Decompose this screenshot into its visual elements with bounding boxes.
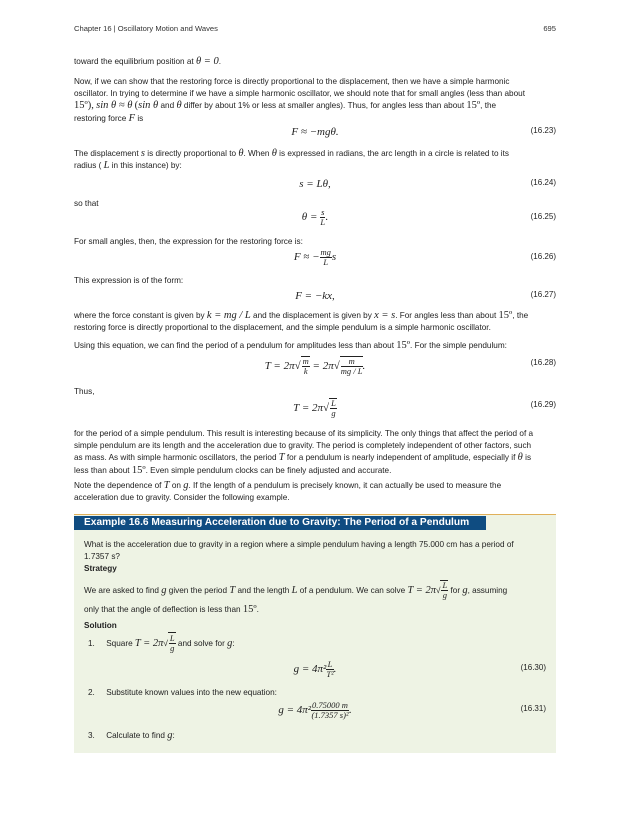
text: and [160,101,175,111]
equation-16-29 [74,398,556,424]
paragraph [74,428,556,477]
equation-16-25 [74,208,556,230]
list-item [88,688,277,697]
eq-part: θ = [301,211,318,224]
text: Thus, [74,387,95,396]
list-item: 1. Square T = 2π√ $\frac{L}{g}$ and solve for g: [88,633,235,654]
paragraph [74,236,556,248]
paragraph [74,480,556,504]
equation-expression: F = −kx, [295,290,335,302]
text: and the displacement is given by [253,311,372,320]
equation-number: (16.23) [530,126,556,135]
math: 15º [498,310,513,321]
numerator: L [442,580,448,591]
math: θ [271,148,277,159]
eq-part: . [362,360,366,373]
equation-expression: F ≈ −mgθ. [291,126,339,138]
fraction [311,701,349,720]
text: for the period of a simple pendulum. This result is interesting because of its simplicity. The only things that affect the period of a [74,429,534,438]
math: g [462,585,468,596]
text: . For the simple pendulum: [410,341,507,350]
math: L [103,160,110,172]
text: is [137,113,144,123]
equation-number: (16.27) [530,290,556,299]
denominator: g [331,408,336,418]
eq-part: . [348,704,352,717]
sqrt [301,356,310,376]
math: T = 2π [407,585,436,596]
math: θ [517,452,523,464]
numerator: L [169,633,175,644]
text: : [172,731,175,740]
numerator: mg [320,247,331,257]
equation-expression: T = 2π√ $\frac{L}{g}$ [293,398,336,418]
math: θ [238,148,244,159]
equation-expression [74,248,556,267]
text: toward the equilibrium position at [74,57,194,66]
math: T [229,585,236,596]
equation-number: (16.31) [520,704,546,713]
text: given the period [168,586,228,595]
text: on [171,481,181,490]
eq-part: T = 2π [264,360,295,373]
fraction [441,581,448,600]
text: The displacement [74,149,139,158]
text: only that the angle of deflection is less than [84,605,241,615]
math: s [140,148,145,159]
text: . If the length of a pendulum is precisely known, it can actually be used to measure the [188,481,502,490]
text: of a pendulum. We can solve [299,586,406,595]
text: so that [74,199,99,208]
denominator: (1.7357 s)² [311,710,349,720]
list-number: 1. [88,639,95,648]
paragraph [74,56,556,68]
sqrt [168,632,176,655]
text: for a pendulum is nearly independent of amplitude, especially if [286,453,516,463]
equation-expression: s = Lθ, [299,178,331,190]
solution-heading: Solution [84,621,117,630]
equation-16-31 [84,701,546,727]
text: Using this equation, we can find the period of a pendulum for amplitudes less than about [74,341,394,350]
text: What is the acceleration due to gravity in a region where a simple pendulum having a length 75.000 cm has a period of [84,540,514,549]
text: : [232,639,235,648]
numerator: m [341,357,363,367]
list-item [88,730,175,741]
text: less than about [74,465,130,475]
text: differ by about 1% or less at smaller angles). Thus, for angles less than about [183,101,465,111]
denominator: g [442,590,447,601]
chapter-header: Chapter 16 | Oscillatory Motion and Waves [74,24,218,33]
equation-expression [74,208,556,227]
paragraph [74,310,556,334]
fraction [341,357,363,376]
equation-expression [84,701,546,720]
text: restoring force is directly proportional to the displacement, and the simple pendulum is a simple harmonic oscillator. [74,323,491,333]
text: Note the dependence of [74,481,162,490]
text: . For angles less than about [395,311,497,320]
eq-part: F ≈ − [293,251,320,264]
paragraph [74,340,556,352]
eq-part: = 2π [312,360,334,373]
text: . [218,57,222,66]
math: T [163,480,170,491]
math: L [291,585,298,596]
equation-number: (16.29) [530,400,556,409]
numerator: L [327,659,333,669]
page-number: 695 [543,24,556,33]
numerator: m [302,356,309,366]
sqrt [329,398,337,418]
text: for [450,586,461,595]
equation-number: (16.26) [530,252,556,261]
math: θ [176,100,182,112]
equation-number: (16.30) [520,663,546,672]
eq-part: T = 2π [293,402,324,415]
text: restoring force [74,113,127,123]
math: ( [134,100,139,112]
equation-16-30 [84,660,546,686]
denominator: g [170,643,175,654]
math: 15º [242,604,257,616]
equation-number: (16.28) [530,358,556,367]
sqrt [340,356,363,376]
denominator: L [323,257,329,267]
text: simple pendulum are its length and the acceleration due to gravity. The period is completely independent of other factors, such [74,441,532,451]
text: This expression is of the form: [74,276,184,285]
denominator: mg / L [340,366,363,376]
math: T [278,452,285,464]
math: sin θ ≈ θ [96,100,133,112]
math: T = 2π [134,638,164,649]
math: sin θ [138,100,159,112]
numerator: L [331,398,336,408]
fraction [169,634,176,653]
text: 1.7357 s? [84,552,120,562]
text: For small angles, then, the expression for the restoring force is: [74,237,303,246]
example-title: Example 16.6 Measuring Acceleration due to Gravity: The Period of a Pendulum [74,516,486,530]
text: Calculate to find [106,731,165,740]
text: in this instance) by: [111,161,182,171]
text: and solve for [177,639,225,648]
equation-16-24 [74,178,556,200]
equation-expression: T = 2π√ $\frac{m}{k}$ = 2π√ $\frac{m}{mg / L}$ . [264,356,366,376]
list-number: 2. [88,688,95,697]
math: g [161,585,167,596]
denominator: L [320,217,326,227]
sqrt [440,580,448,600]
equation-number: (16.24) [530,178,556,187]
equation-16-23 [74,126,556,148]
denominator: T² [326,669,334,679]
equation-number: (16.25) [530,212,556,221]
math: F [128,112,136,124]
eq-part: s [331,251,337,264]
text: acceleration due to gravity. Consider the following example. [74,493,290,503]
paragraph [74,76,556,125]
text: , the [512,311,529,320]
text: . When [243,149,270,158]
text: oscillator. In trying to determine if we have a simple harmonic oscillator, we should note that for small angles (less than about [74,89,525,99]
math: 15º [466,100,481,112]
fraction [330,399,337,418]
text: is expressed in radians, the arc length in a circle is related to its [279,149,509,158]
text: Square [106,639,133,648]
fraction [320,248,332,267]
numerator: s [321,207,325,217]
text: where the force constant is given by [74,311,205,320]
equation-expression [84,660,546,679]
paragraph [74,148,556,172]
text: Substitute known values into the new equation: [106,688,277,697]
numerator: 0.75000 m [312,700,348,710]
list-number: 3. [88,731,95,740]
paragraph [74,275,556,287]
text: is directly proportional to [147,149,237,158]
math: 15º), [74,100,94,112]
text: is [525,453,532,463]
denominator: k [303,366,308,376]
fraction [326,660,333,679]
strategy-heading: Strategy [84,564,117,573]
text: , assuming [467,586,508,595]
equation-16-27 [74,290,556,312]
text: . Even simple pendulum clocks can be finely adjusted and accurate. [145,465,392,475]
text: radius ( [74,161,102,171]
math: g [183,480,189,491]
fraction [302,357,310,376]
eq-part: g = 4π² [293,663,327,676]
paragraph [74,386,556,398]
math: x = s [374,310,396,321]
eq-part: . [325,211,329,224]
math: 15º [131,464,146,476]
text: . [256,605,259,615]
eq-part: . [333,663,337,676]
example-question [84,539,546,563]
text: Now, if we can show that the restoring force is directly proportional to the displacement, then we have a simple harmonic [74,77,510,86]
math: g [167,730,173,741]
text: as mass. As with simple harmonic oscillators, the period [74,453,277,463]
math: g [227,638,233,649]
math: k = mg / L [206,310,251,321]
text: and the length [237,586,290,595]
strategy-text: We are asked to find g given the period T and the length L of a pendulum. We can solve T = 2π√ $\frac{L}{g}$ for g, assuming only that the angle of deflection is less than 15º. [84,580,508,616]
text: , the [480,101,497,111]
equation-16-28 [74,356,556,382]
eq-part: g = 4π² [278,704,312,717]
math: θ = 0 [195,56,219,67]
math: 15º [396,340,411,351]
equation-16-26 [74,248,556,270]
text: We are asked to find [84,586,159,595]
